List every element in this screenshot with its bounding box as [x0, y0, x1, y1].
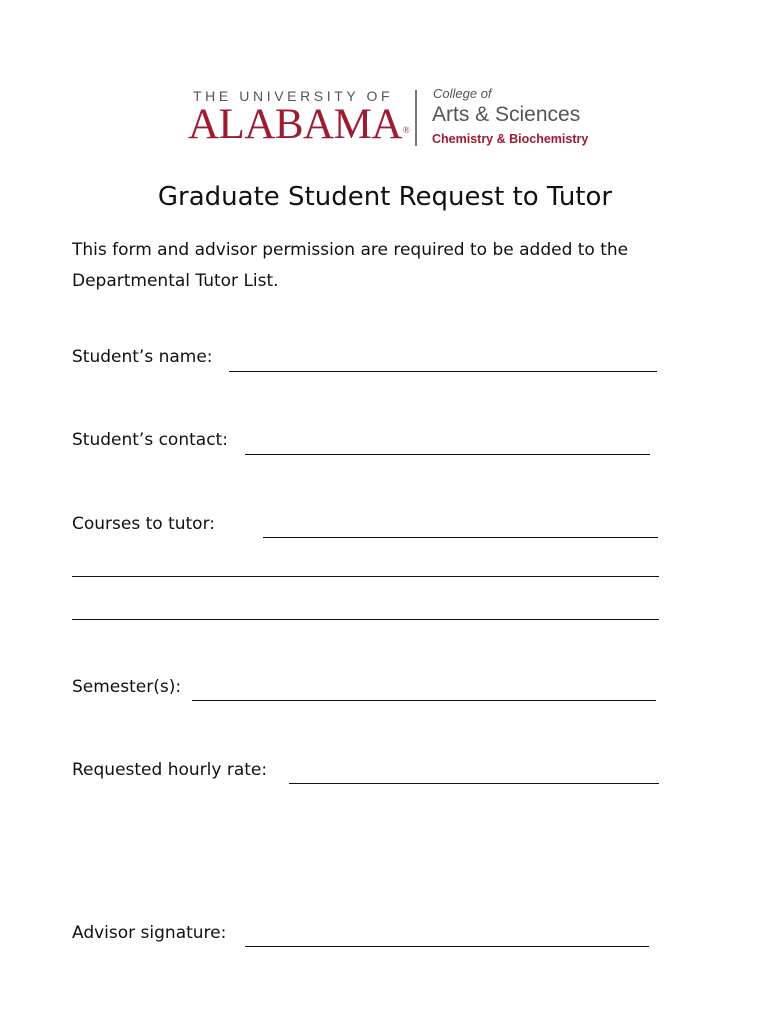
semesters-label: Semester(s): — [72, 677, 182, 697]
university-name — [188, 103, 408, 146]
university-name-text: ALABAMA — [188, 101, 402, 148]
semesters-field[interactable] — [192, 700, 656, 701]
department-name: Chemistry & Biochemistry — [432, 132, 589, 146]
logo-divider — [415, 90, 417, 146]
registered-mark: ® — [402, 125, 410, 135]
hourly-rate-label: Requested hourly rate: — [72, 760, 268, 780]
college-of: College of — [433, 86, 492, 101]
courses-field-2[interactable] — [72, 576, 659, 577]
university-logo — [188, 88, 598, 154]
hourly-rate-field[interactable] — [289, 783, 659, 784]
intro-line-1: This form and advisor permission are required to be added to the — [72, 240, 629, 260]
college-name: Arts & Sciences — [432, 103, 581, 126]
university-wordmark — [188, 88, 410, 154]
university-line: THE UNIVERSITY OF — [193, 88, 394, 104]
student-contact-field[interactable] — [245, 454, 650, 455]
courses-field-1[interactable] — [263, 537, 658, 538]
form-title: Graduate Student Request to Tutor — [157, 182, 613, 212]
college-wordmark — [431, 88, 601, 154]
intro-line-2: Departmental Tutor List. — [72, 271, 279, 291]
courses-label: Courses to tutor: — [72, 514, 216, 534]
student-name-label: Student’s name: — [72, 347, 213, 367]
student-name-field[interactable] — [229, 371, 657, 372]
courses-field-3[interactable] — [72, 619, 659, 620]
advisor-signature-field[interactable] — [245, 946, 649, 947]
student-contact-label: Student’s contact: — [72, 430, 228, 450]
form-intro — [72, 235, 712, 297]
advisor-signature-label: Advisor signature: — [72, 923, 227, 943]
